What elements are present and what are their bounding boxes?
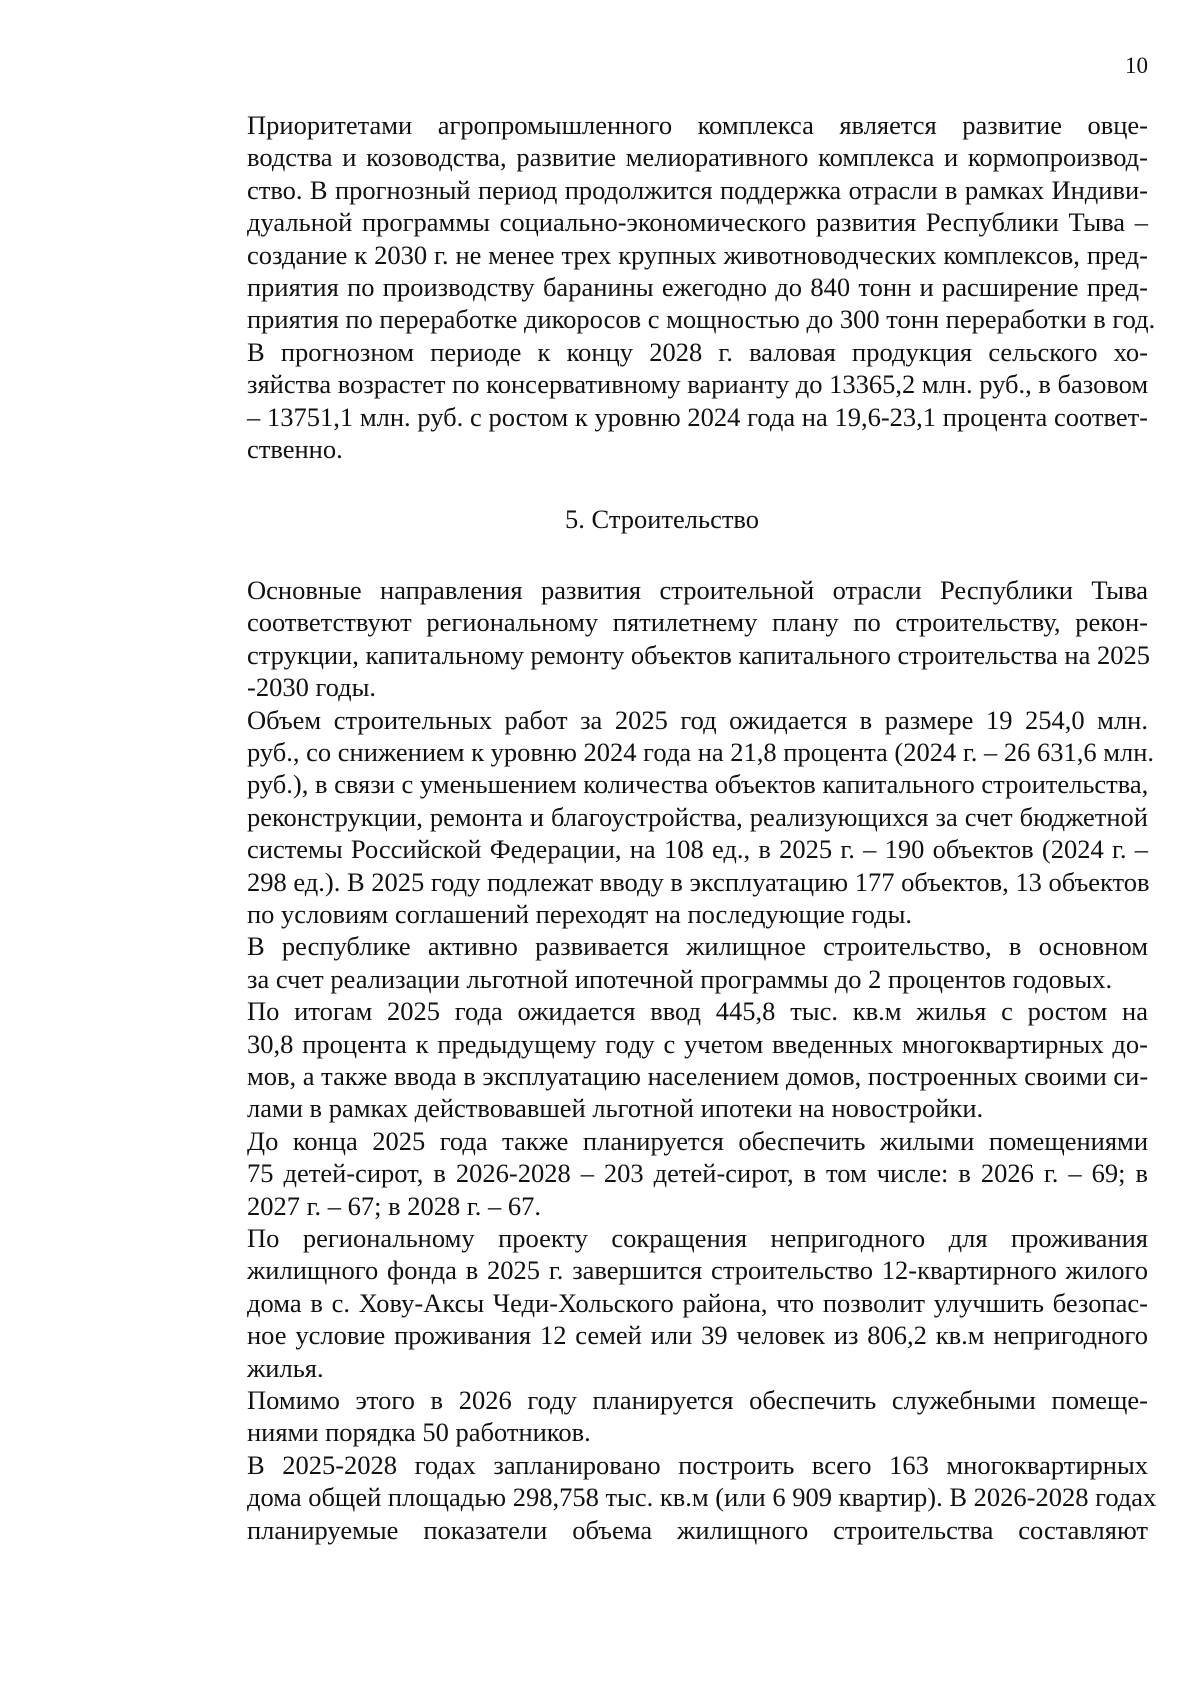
paragraph bbox=[176, 1222, 1148, 1384]
text-line: дома в с. Хову-Аксы Чеди-Хольского района, что позволит улучшить безопас- bbox=[247, 1287, 1148, 1318]
paragraph bbox=[176, 336, 1148, 466]
text-line: ное условие проживания 12 семей или 39 человек из 806,2 кв.м непригодного bbox=[247, 1320, 1148, 1351]
text-line: 2027 г. – 67; в 2028 г. – 67. bbox=[247, 1190, 542, 1221]
text-line: В республике активно развивается жилищное строительство, в основном bbox=[247, 931, 1148, 962]
text-line: приятия по производству баранины ежегодно до 840 тонн и расширение пред- bbox=[247, 272, 1148, 303]
section-heading: 5. Строительство bbox=[565, 504, 759, 535]
text-line: реконструкции, ремонта и благоустройства, реализующихся за счет бюджетной bbox=[247, 801, 1148, 832]
text-line: жилищного фонда в 2025 г. завершится строительство 12-квартирного жилого bbox=[247, 1255, 1148, 1286]
paragraph bbox=[176, 930, 1148, 995]
text-line: ниями порядка 50 работников. bbox=[247, 1417, 591, 1448]
paragraph bbox=[176, 704, 1155, 931]
paragraph bbox=[176, 1384, 1148, 1449]
paragraph bbox=[176, 995, 1148, 1125]
text-line: за счет реализации льготной ипотечной программы до 2 процентов годовых. bbox=[247, 963, 1113, 994]
paragraph bbox=[176, 574, 1148, 704]
paragraph bbox=[176, 1449, 1157, 1546]
text-line: -2030 годы. bbox=[247, 672, 377, 703]
text-line: Объем строительных работ за 2025 год ожидается в размере 19 254,0 млн. bbox=[247, 704, 1148, 735]
document-body bbox=[176, 109, 1157, 1546]
text-line: Помимо этого в 2026 году планируется обеспечить служебными помеще- bbox=[247, 1385, 1148, 1416]
construction-section bbox=[176, 574, 1157, 1546]
text-line: руб., со снижением к уровню 2024 года на 21,8 процента (2024 г. – 26 631,6 млн. bbox=[247, 736, 1155, 767]
text-line: Основные направления развития строительной отрасли Республики Тыва bbox=[247, 574, 1148, 605]
text-line: По итогам 2025 года ожидается ввод 445,8 тыс. кв.м жилья с ростом на bbox=[247, 996, 1148, 1027]
text-line: ство. В прогнозный период продолжится поддержка отрасли в рамках Индиви- bbox=[247, 174, 1148, 205]
text-line: приятия по переработке дикоросов с мощностью до 300 тонн переработки в год. bbox=[247, 304, 1156, 335]
paragraph bbox=[176, 1125, 1148, 1222]
text-line: дома общей площадью 298,758 тыс. кв.м (или 6 909 квартир). В 2026-2028 годах bbox=[247, 1482, 1157, 1513]
text-line: системы Российской Федерации, на 108 ед., в 2025 г. – 190 объектов (2024 г. – bbox=[247, 834, 1148, 865]
text-line: водства и козоводства, развитие мелиоративного комплекса и кормопроизвод- bbox=[247, 142, 1148, 173]
text-line: дуальной программы социально-экономического развития Республики Тыва – bbox=[247, 207, 1148, 238]
text-line: – 13751,1 млн. руб. с ростом к уровню 2024 года на 19,6-23,1 процента соответ- bbox=[247, 401, 1148, 432]
text-line: по условиям соглашений переходят на последующие годы. bbox=[247, 898, 913, 929]
text-line: лами в рамках действовавшей льготной ипотеки на новостройки. bbox=[247, 1093, 984, 1124]
text-line: ственно. bbox=[247, 434, 343, 465]
paragraph bbox=[176, 109, 1156, 336]
text-line: руб.), в связи с уменьшением количества объектов капитального строительства, bbox=[247, 769, 1149, 800]
text-line: жилья. bbox=[247, 1352, 324, 1383]
text-line: зяйства возрастет по консервативному варианту до 13365,2 млн. руб., в базовом bbox=[247, 369, 1149, 400]
text-line: струкции, капитальному ремонту объектов капитального строительства на 2025 bbox=[247, 639, 1150, 670]
text-line: Приоритетами агропромышленного комплекса является развитие овце- bbox=[247, 110, 1148, 140]
agriculture-section bbox=[176, 109, 1156, 465]
text-line: 298 ед.). В 2025 году подлежат вводу в эксплуатацию 177 объектов, 13 объектов bbox=[247, 866, 1150, 897]
text-line: 30,8 процента к предыдущему году с учетом введенных многоквартирных до- bbox=[247, 1028, 1148, 1059]
page-number: 10 bbox=[1125, 53, 1148, 78]
text-line: соответствуют региональному пятилетнему плану по строительству, рекон- bbox=[247, 607, 1148, 638]
text-line: планируемые показатели объема жилищного строительства составляют bbox=[247, 1514, 1148, 1545]
text-line: В прогнозном периоде к концу 2028 г. валовая продукция сельского хо- bbox=[247, 336, 1148, 367]
text-line: создание к 2030 г. не менее трех крупных животноводческих комплексов, пред- bbox=[247, 239, 1148, 270]
text-line: По региональному проекту сокращения непригодного для проживания bbox=[247, 1223, 1148, 1253]
text-line: 75 детей-сирот, в 2026-2028 – 203 детей-сирот, в том числе: в 2026 г. – 69; в bbox=[247, 1158, 1148, 1189]
text-line: мов, а также ввода в эксплуатацию населением домов, построенных своими си- bbox=[247, 1060, 1149, 1091]
text-line: В 2025-2028 годах запланировано построить всего 163 многоквартирных bbox=[247, 1449, 1148, 1480]
text-line: До конца 2025 года также планируется обеспечить жилыми помещениями bbox=[247, 1125, 1148, 1156]
